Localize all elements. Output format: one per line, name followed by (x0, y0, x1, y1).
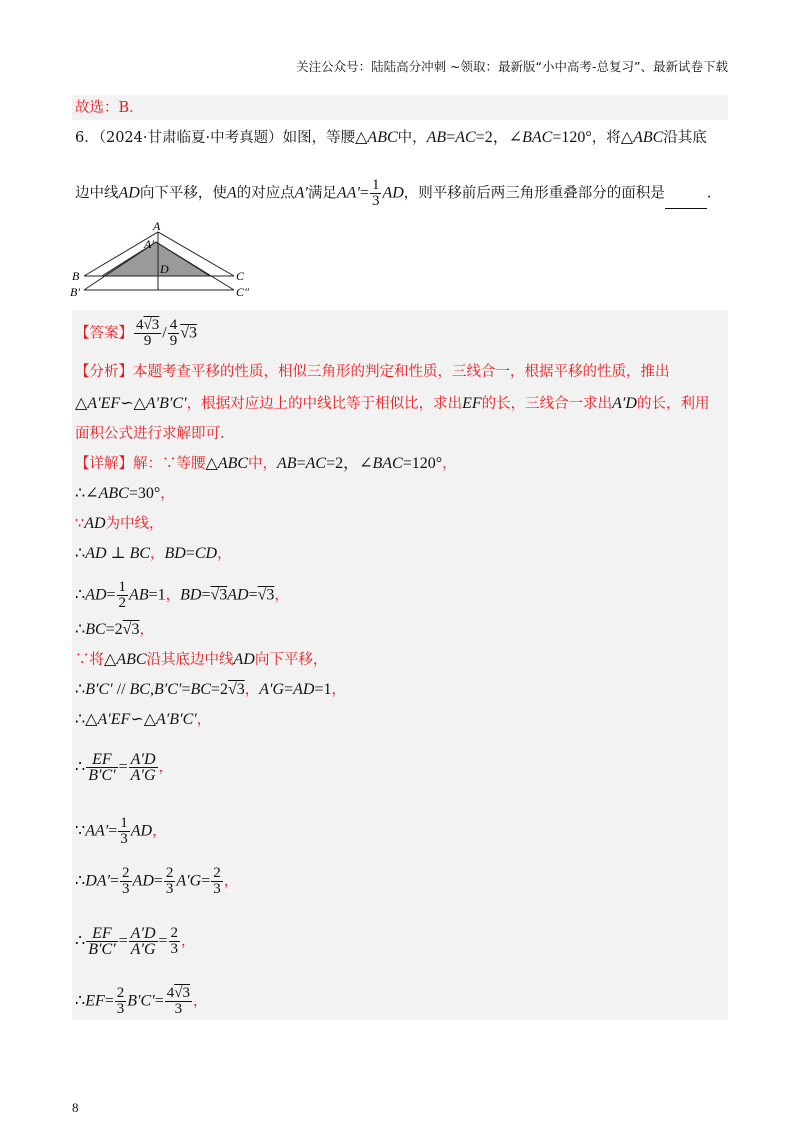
prev-answer: 故选：B． (75, 100, 144, 116)
label-c: C (236, 269, 245, 283)
detail-line-3: ∵AD为中线， (75, 515, 164, 532)
label-a1: A′ (144, 237, 154, 251)
triangle-figure (70, 218, 260, 302)
analysis-line-2: △A′EF∽△A′B′C′，根据对应边上的中线比等于相似比，求出EF的长，三线合一求出A′D的长，利用 (75, 395, 710, 412)
question-line-2: 边中线AD向下平移，使A的对应点A′满足AA′= $\frac{1}{3}$ AD，则平移前后两三角形重叠部分的面积是 . (75, 177, 712, 209)
detail-line-12: ∴DA′= $\frac{2}{3}$ AD= $\frac{2}{3}$ A′G= $\frac{2}{3}$ ， (75, 865, 239, 897)
answer-line: 【答案】 $\frac{4√3}{9}$ / $\frac{4}{9}$ √3 (75, 317, 197, 349)
detail-line-9: ∴△A′EF∽△A′B′C′， (75, 711, 212, 728)
answer-blank (665, 194, 707, 209)
detail-line-7: ∵将△ABC沿其底边中线AD向下平移， (75, 651, 328, 668)
detail-line-2: ∴∠ABC=30°， (75, 485, 175, 502)
detail-line-8: ∴B′C′ // BC,B′C′=BC=2√3，A′G=AD=1， (75, 681, 346, 698)
label-b1: B′ (70, 285, 80, 299)
question-line-1: 6．（2024·甘肃临夏·中考真题）如图，等腰△ABC中，AB=AC=2，∠BAC=120°，将△ABC沿其底 (75, 129, 707, 146)
detail-line-6: ∴BC=2√3， (75, 621, 154, 638)
label-d: D (160, 262, 169, 276)
detail-line-5: ∴AD= $\frac{1}{2}$ AB=1，BD=√3AD=√3， (75, 579, 289, 611)
label-a: A (153, 219, 161, 233)
detail-line-13: ∴ $\frac{EF}{B'C'}$ = $\frac{A'D}{A'G}$ = $\frac{2}{3}$ ， (75, 925, 196, 958)
detail-line-10: ∴ $\frac{EF}{B'C'}$ = $\frac{A'D}{A'G}$ ， (75, 751, 173, 784)
page-number: 8 (72, 1100, 79, 1115)
page-header: 关注公众号：陆陆高分冲刺 ~领取：最新版“小中高考-总复习”、最新试卷下载 (296, 59, 728, 74)
detail-line-11: ∵AA′= $\frac{1}{3}$ AD， (75, 815, 167, 847)
detail-line-4: ∴AD ⊥ BC，BD=CD， (75, 545, 232, 562)
prev-answer-box (72, 95, 728, 120)
analysis-line-3: 面积公式进行求解即可. (75, 426, 225, 442)
detail-line-1: 【详解】解：∵等腰△ABC中，AB=AC=2，∠BAC=120°， (75, 455, 457, 472)
label-b: B (72, 269, 80, 283)
overlap-region (102, 242, 210, 276)
detail-line-14: ∴EF= $\frac{2}{3}$ B′C′= $\frac{4√3}{3}$ ， (75, 985, 208, 1017)
label-c1: C″ (236, 285, 250, 299)
analysis-line-1: 【分析】本题考查平移的性质，相似三角形的判定和性质，三线合一，根据平移的性质，推出 (75, 364, 670, 380)
